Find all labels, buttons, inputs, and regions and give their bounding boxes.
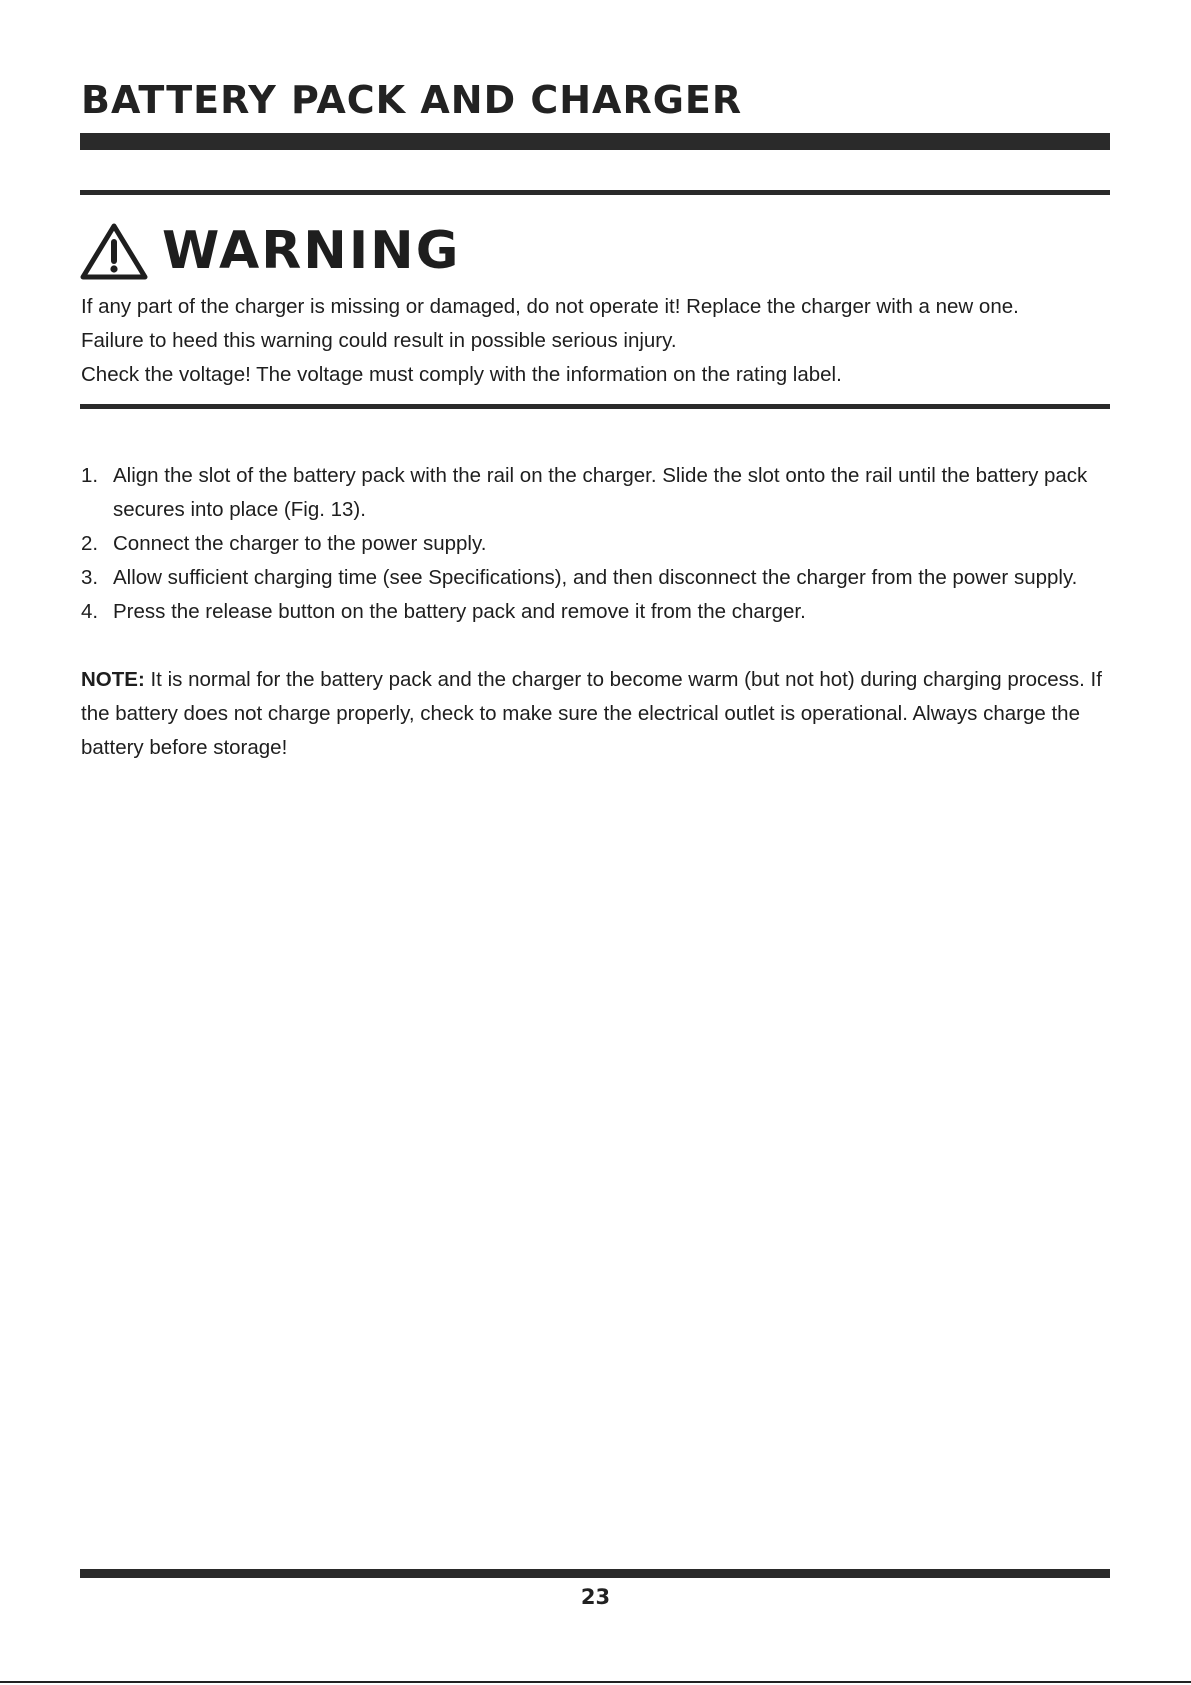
step-number: 1. (81, 464, 99, 487)
warning-bottom-rule (80, 404, 1110, 409)
warning-line: If any part of the charger is missing or damaged, do not operate it! Replace the charger with a new one. (81, 295, 1019, 318)
warning-line: Failure to heed this warning could result in possible serious injury. (81, 329, 677, 352)
list-item (81, 459, 1126, 527)
warning-header (80, 220, 460, 282)
page-title: BATTERY PACK AND CHARGER (81, 78, 743, 122)
page-number: 23 (580, 1585, 611, 1609)
step-text: Allow sufficient charging time (see Specifications), and then disconnect the charger from the power supply. (113, 566, 1078, 589)
warning-heading: WARNING (162, 221, 461, 281)
list-item (81, 561, 1126, 595)
step-number: 2. (81, 532, 99, 555)
warning-top-rule (80, 190, 1110, 195)
step-text: Align the slot of the battery pack with the rail on the charger. Slide the slot onto the rail until the battery pack secures into place (Fig. 13). (113, 464, 1088, 521)
warning-text (81, 290, 1121, 392)
list-item (81, 595, 1126, 629)
warning-triangle-icon (80, 222, 148, 280)
warning-line: Check the voltage! The voltage must comply with the information on the rating label. (81, 363, 842, 386)
footer-rule (80, 1569, 1110, 1578)
step-text: Connect the charger to the power supply. (113, 532, 487, 555)
title-underline-bar (80, 133, 1110, 150)
step-number: 4. (81, 600, 99, 623)
note-text: It is normal for the battery pack and the charger to become warm (but not hot) during charging process. If the battery does not charge properly, check to make sure the electrical outlet is operational. Always charge the battery before storage! (81, 668, 1102, 759)
step-text: Press the release button on the battery pack and remove it from the charger. (113, 600, 806, 623)
list-item (81, 527, 1126, 561)
step-number: 3. (81, 566, 99, 589)
charging-steps-list (81, 459, 1126, 629)
page-bottom-edge (0, 1681, 1191, 1683)
note-label: NOTE: (81, 668, 145, 691)
note-paragraph (81, 663, 1121, 765)
